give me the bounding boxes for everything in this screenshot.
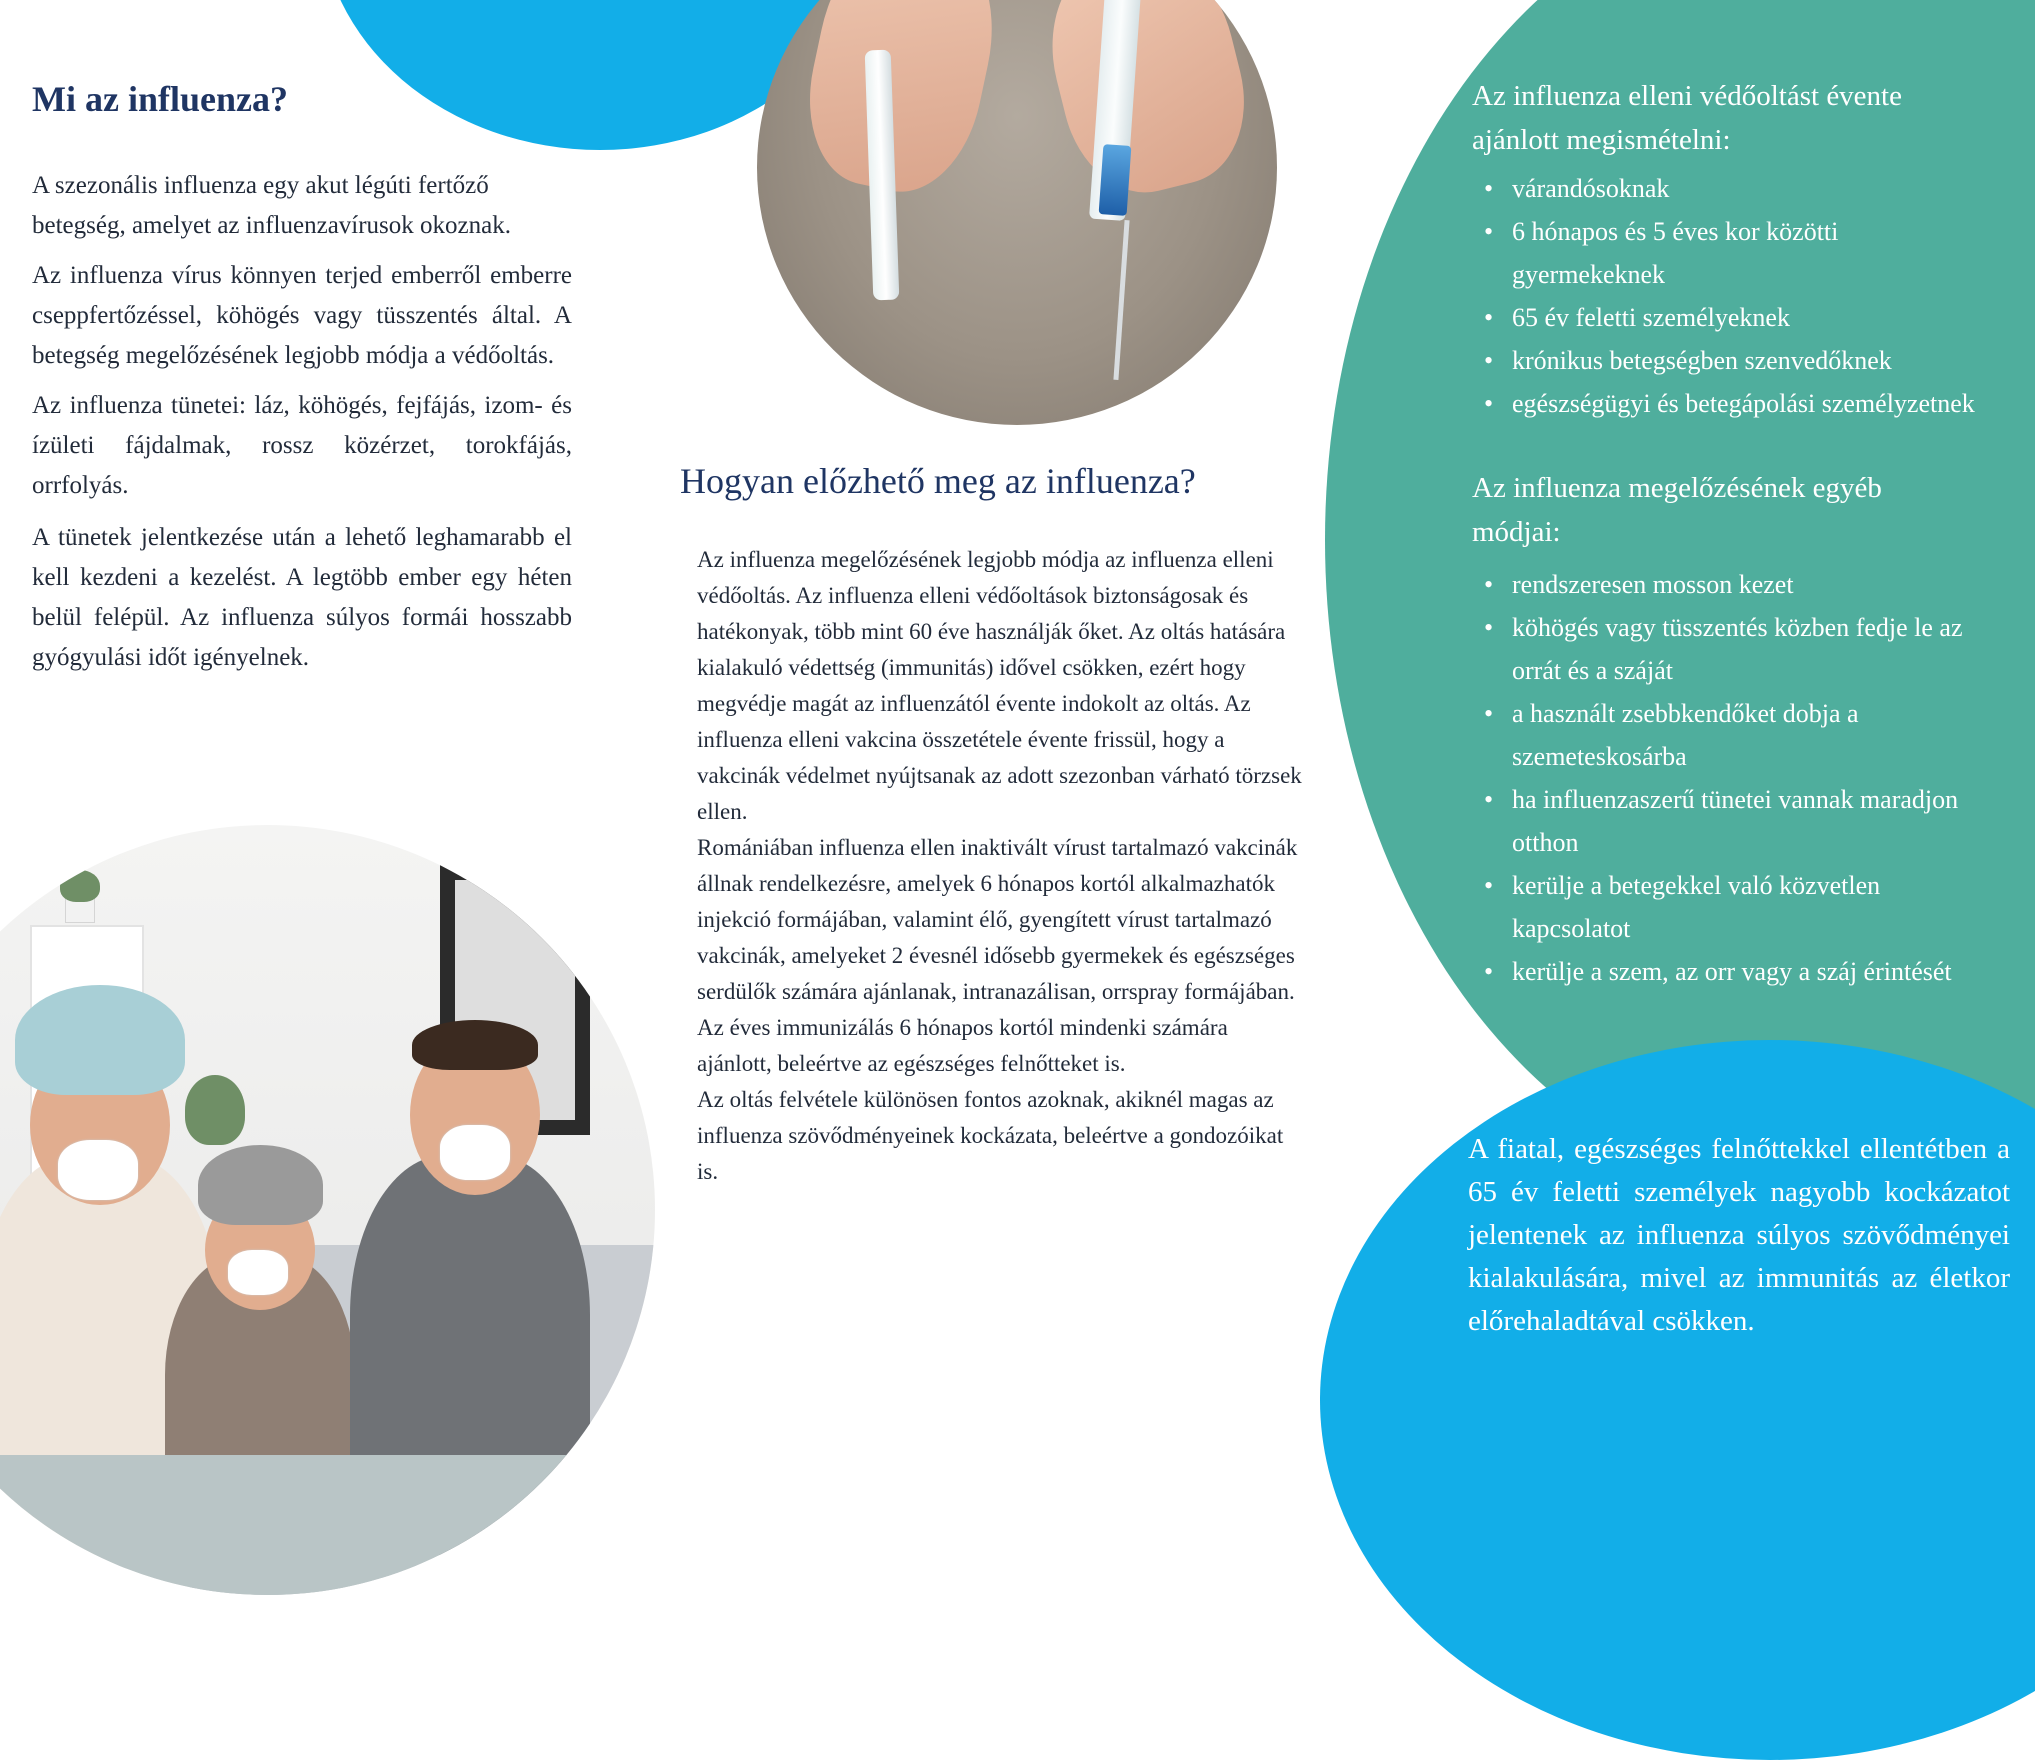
paragraph: Romániában influenza ellen inaktivált vírust tartalmazó vakcinák állnak rendelkezésre, amelyek 6 hónapos kortól alkalmazhatók injekció formájában, valamint élő, gyengített vírust tartalmazó vakcinák, amelyeket 2 évesnél idősebb gyermekek és egészséges serdülők számára ajánlanak, intranazálisan, orrspray formájában.: [697, 835, 1298, 1004]
paragraph: Az oltás felvétele különösen fontos azoknak, akiknél magas az influenza szövődményeinek kockázata, beleértve a gondozóikat is.: [697, 1087, 1284, 1184]
list-item: • rendszeresen mosson kezet: [1472, 563, 1992, 606]
other-prevention-list: [1472, 563, 1992, 993]
bullet-icon: •: [1484, 570, 1494, 599]
needle: [1113, 220, 1129, 380]
plant: [185, 1075, 245, 1145]
bullet-icon: •: [1484, 174, 1494, 203]
plant: [60, 870, 100, 902]
photo-sick-family: [0, 825, 655, 1595]
list-item: • kerülje a betegekkel való közvetlen kapcsolatot: [1472, 864, 1992, 950]
tissue: [228, 1250, 288, 1295]
paragraph: A szezonális influenza egy akut légúti fertőző betegség, amelyet az influenzavírusok okoznak.: [32, 172, 511, 239]
child-hat: [198, 1145, 323, 1225]
paragraph: Az influenza vírus könnyen terjed emberről emberre cseppfertőzéssel, köhögés vagy tüsszentés által. A betegség megelőzésének legjobb módja a védőoltás.: [32, 262, 572, 369]
bullet-icon: •: [1484, 785, 1494, 814]
syringe-liquid: [1099, 144, 1132, 216]
other-prevention-heading: Az influenza megelőzésének egyéb módjai:: [1472, 472, 1882, 548]
bullet-icon: •: [1484, 217, 1494, 246]
list-item: • ha influenzaszerű tünetei vannak maradjon otthon: [1472, 778, 1992, 864]
section-text-prevention: [697, 542, 1307, 1190]
tissue: [58, 1140, 138, 1200]
paragraph: Az influenza megelőzésének legjobb módja az influenza elleni védőoltás. Az influenza elleni védőoltások biztonságosak és hatékonyak, több mint 60 éve használják őket. Az oltás hatására kialakuló védettség (immunitás) idővel csökken, ezért hogy megvédje magát az influenzától évente indokolt az oltás. Az influenza elleni vakcina összetétele évente frissül, hogy a vakcinák védelmet nyújtsanak az adott szezonban várható törzsek ellen.: [697, 547, 1302, 824]
list-item: • 65 év feletti személyeknek: [1472, 296, 1992, 339]
list-item: • a használt zsebbkendőket dobja a szemeteskosárba: [1472, 692, 1992, 778]
man-hair: [412, 1020, 538, 1070]
right-hand: [1031, 0, 1264, 208]
bullet-icon: •: [1484, 303, 1494, 332]
paragraph: A tünetek jelentkezése után a lehető leghamarabb el kell kezdeni a kezelést. A legtöbb ember egy héten belül felépül. Az influenza súlyos formái hosszabb gyógyulási időt igényelnek.: [32, 524, 572, 671]
section-title-prevention: Hogyan előzhető meg az influenza?: [680, 461, 1196, 501]
tissue: [440, 1125, 510, 1180]
section-text-what-is-influenza: [32, 166, 572, 684]
blanket: [0, 1455, 655, 1595]
vaccination-groups-heading: Az influenza elleni védőoltást évente ajánlott megismételni:: [1472, 80, 1902, 156]
list-item: • köhögés vagy tüsszentés közben fedje le az orrát és a száját: [1472, 606, 1992, 692]
vaccination-groups-list: [1472, 167, 1992, 425]
bullet-icon: •: [1484, 346, 1494, 375]
photo-thermometer-syringe: [757, 0, 1277, 425]
list-item: • egészségügyi és betegápolási személyzetnek: [1472, 382, 1992, 425]
bullet-icon: •: [1484, 871, 1494, 900]
elderly-risk-text: A fiatal, egészséges felnőttekkel ellentétben a 65 év feletti személyek nagyobb kockázatot jelentenek az influenza súlyos szövődményei kialakulására, mivel az immunitás az életkor előrehaladtával csökken.: [1468, 1133, 2010, 1337]
paragraph: Az éves immunizálás 6 hónapos kortól mindenki számára ajánlott, beleértve az egészséges felnőtteket is.: [697, 1015, 1228, 1076]
bullet-icon: •: [1484, 613, 1494, 642]
list-item: • várandósoknak: [1472, 167, 1992, 210]
list-item: • kerülje a szem, az orr vagy a száj érintését: [1472, 950, 1992, 993]
list-item: • 6 hónapos és 5 éves kor közötti gyermekeknek: [1472, 210, 1992, 296]
paragraph: Az influenza tünetei: láz, köhögés, fejfájás, izom- és ízületi fájdalmak, rossz közérzet, torokfájás, orrfolyás.: [32, 392, 572, 499]
left-hand: [792, 0, 1012, 205]
bullet-icon: •: [1484, 389, 1494, 418]
woman-hat: [15, 985, 185, 1095]
bullet-icon: •: [1484, 699, 1494, 728]
section-title-what-is-influenza: Mi az influenza?: [32, 79, 288, 119]
list-item: • krónikus betegségben szenvedőknek: [1472, 339, 1992, 382]
bullet-icon: •: [1484, 957, 1494, 986]
